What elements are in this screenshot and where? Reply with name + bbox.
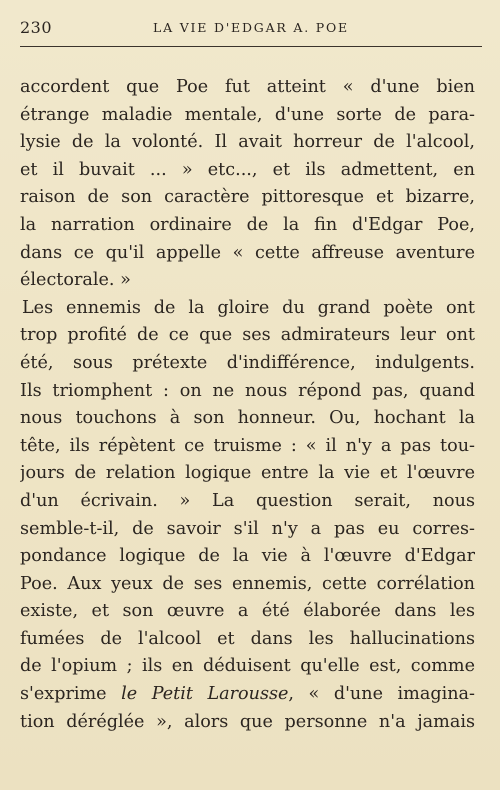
text-line: accordent que Poe fut atteint « d'une bien (20, 77, 475, 97)
text-line: Poe. Aux yeux de ses ennemis, cette corrélation (20, 573, 475, 594)
text-line: été, sous prétexte d'indifférence, indulgents. (20, 352, 475, 373)
body-text (20, 74, 475, 736)
running-head (20, 18, 482, 44)
text-line: la narration ordinaire de la fin d'Edgar Poe, (20, 214, 475, 235)
page-number: 230 (20, 18, 53, 37)
text-line: Ils triomphent : on ne nous répond pas, quand (20, 380, 475, 401)
text-line: lysie de la volonté. Il avait horreur de l'alcool, (20, 132, 475, 153)
text-line: dans ce qu'il appelle « cette affreuse aventure (20, 242, 475, 263)
text-line: tion déréglée », alors que personne n'a jamais (20, 711, 475, 732)
text-line: existe, et son œuvre a été élaborée dans les (20, 601, 475, 622)
text-line: et il buvait ... » etc..., et ils admettent, en (20, 159, 475, 180)
text-line: trop profité de ce que ses admirateurs leur ont (20, 325, 475, 346)
text-line-mixed (20, 681, 475, 709)
text-line: raison de son caractère pittoresque et bizarre, (20, 187, 475, 208)
text-line: tête, ils répètent ce truisme : « il n'y a pas tou- (20, 435, 475, 456)
text-line: fumées de l'alcool et dans les hallucinations (20, 628, 475, 649)
line-text-before: s'exprime (20, 684, 122, 705)
italic-title: le Petit Larousse (121, 684, 289, 705)
text-line: nous touchons à son honneur. Ou, hochant la (20, 408, 475, 429)
text-line: semble-t-il, de savoir s'il n'y a pas eu corres- (20, 518, 475, 539)
line-text-after: , « d'une imagina- (288, 684, 475, 705)
text-line: électorale. » (20, 270, 131, 291)
text-line: pondance logique de la vie à l'œuvre d'Edgar (20, 546, 475, 567)
text-line: Les ennemis de la gloire du grand poète ont (22, 297, 475, 318)
text-line: étrange maladie mentale, d'une sorte de para- (20, 104, 475, 125)
text-line: de l'opium ; ils en déduisent qu'elle est, comme (20, 656, 475, 677)
text-line: d'un écrivain. » La question serait, nous (20, 490, 475, 511)
running-title: LA VIE D'EDGAR A. POE (153, 20, 349, 35)
text-line: jours de relation logique entre la vie et l'œuvre (20, 463, 475, 484)
header-rule (20, 46, 482, 47)
